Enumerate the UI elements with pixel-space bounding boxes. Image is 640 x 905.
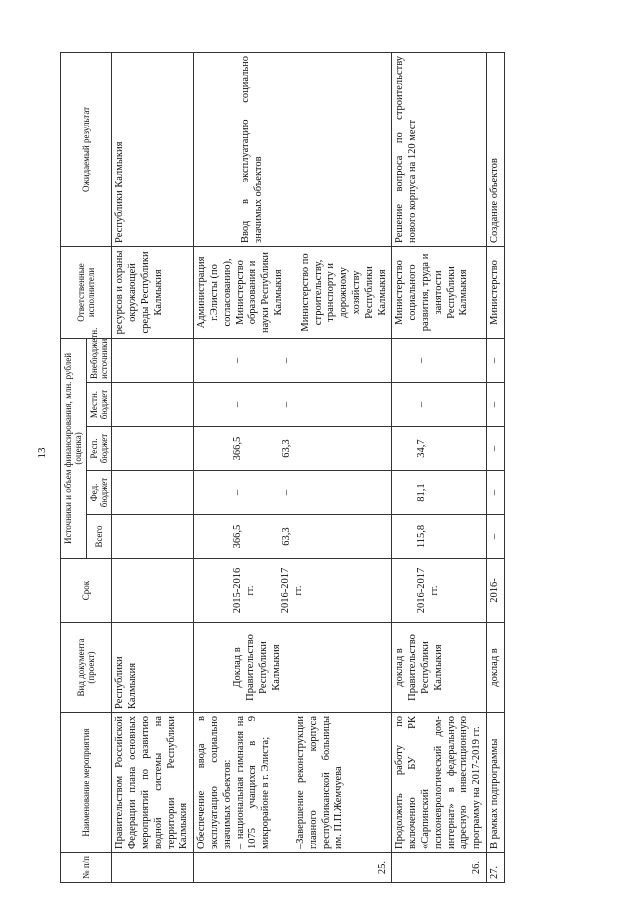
row25-doc: Доклад в Правительство Республики Калмыкия (232, 634, 282, 701)
row25-total-a: 366,5 (232, 524, 244, 549)
cell-total: – (486, 515, 504, 559)
header-result: Ожидаемый результат (61, 52, 112, 246)
header-local: Местн. бюджет (86, 383, 112, 427)
row25-name-b: –Завершение реконструкции главного корпуса республиканской больницы им. П.П.Жемчуева (294, 716, 345, 849)
cell-responsible (194, 246, 392, 338)
cell-extra (392, 338, 487, 382)
header-finance-group: Источники и объем финансирования, млн. рублей (оценка) (61, 338, 87, 558)
row26-fed: 81,1 (416, 483, 428, 502)
header-extra: Внебюджетн. источники (86, 338, 112, 382)
cell-num: 25. (194, 853, 392, 883)
page-number: 13 (36, 447, 48, 459)
cell-name: В рамках подпрограммы (486, 713, 504, 853)
cell-total (112, 515, 194, 559)
cell-num (112, 853, 194, 883)
cell-num: 26. (392, 853, 487, 883)
rotated-table-page (60, 53, 580, 883)
cell-responsible: Министерство социального развития, труда и занятости Республики Калмыкия (392, 246, 487, 338)
row26-local: – (416, 401, 428, 408)
cell-fed: – (486, 471, 504, 515)
row25-resp-b: Министерство по строительству, транспорту и дорожному хозяйству Республики Калмыкия (299, 253, 388, 332)
header-term: Срок (61, 559, 112, 623)
cell-extra (194, 338, 392, 382)
row25-rep-b: 63,3 (280, 439, 292, 458)
row25-term-a: 2015-2016 гг. (232, 567, 256, 614)
cell-doc (194, 623, 392, 713)
row26-term: 2016-2017 гг. (416, 567, 441, 614)
row25-extra-a: – (232, 357, 244, 364)
cell-num: 27. (486, 853, 504, 883)
row25-fed-b: – (280, 489, 292, 496)
cell-result: Республики Калмыкия (112, 52, 194, 246)
cell-responsible: ресурсов и охраны окружающей среды Республики Калмыкия (112, 246, 194, 338)
row25-term-b: 2016-2017 гг. (279, 567, 304, 614)
measures-table (60, 52, 505, 883)
cell-doc: Республики Калмыкия (112, 623, 194, 713)
table-row-27 (486, 52, 504, 882)
cell-local (194, 383, 392, 427)
cell-result: Создание объектов (486, 52, 504, 246)
header-row-1 (61, 52, 87, 882)
cell-rep (392, 427, 487, 471)
cell-term: 2016- (486, 559, 504, 623)
cell-fed (392, 471, 487, 515)
header-num: № п/п (61, 853, 112, 883)
cell-fed (112, 471, 194, 515)
header-total: Всего (86, 515, 112, 559)
table-row-continued (112, 52, 194, 882)
row26-extra: – (416, 357, 428, 364)
cell-local (392, 383, 487, 427)
row25-resp-a: Администрация г.Элисты (по согласованию), Министерство образования и науки Республики Калмыкия (196, 251, 284, 333)
header-name: Наименование мероприятия (61, 713, 112, 853)
cell-extra (112, 338, 194, 382)
cell-total (392, 515, 487, 559)
header-fed: Фед. бюджет (86, 471, 112, 515)
cell-name: Правительством Российской Федерации плана основных мероприятий по развитию водной системы на территории Республики Калмыкия (112, 713, 194, 853)
row25-total-b: 63,3 (280, 527, 292, 546)
cell-name (194, 713, 392, 853)
cell-responsible: Министерство (486, 246, 504, 338)
cell-term (112, 559, 194, 623)
row26-rep: 34,7 (416, 439, 428, 458)
cell-total (194, 515, 392, 559)
table-row-26 (392, 52, 487, 882)
header-rep: Респ. бюджет (86, 427, 112, 471)
cell-rep: – (486, 427, 504, 471)
row25-local-a: – (232, 401, 244, 408)
row25-fed-a: – (232, 489, 244, 496)
row25-result: Ввод в эксплуатацию социально значимых объектов (240, 55, 264, 243)
cell-result (194, 52, 392, 246)
row25-rep-a: 366,5 (232, 436, 244, 461)
cell-fed (194, 471, 392, 515)
row25-local-b: – (280, 401, 292, 408)
cell-doc: доклад в (486, 623, 504, 713)
cell-local: – (486, 383, 504, 427)
cell-result: Решение вопроса по строительству нового корпуса на 120 мест (392, 52, 487, 246)
header-doc-type: Вид документа (проект) (61, 623, 112, 713)
cell-doc: доклад в Правительство Республики Калмыкия (392, 623, 487, 713)
cell-rep (112, 427, 194, 471)
row25-name-a: – национальная гимназия на 1075 учащихся в 9 микрорайоне в г. Элиста; (234, 716, 272, 849)
row25-name-intro: Обеспечение ввода в эксплуатацию социально значимых объектов: (196, 716, 233, 849)
header-responsible: Ответственные исполнители (61, 246, 112, 338)
cell-name: Продолжить работу по включению БУ РК «Сарпинский психоневрологический дом-интернат» в федеральную адресную инвестиционную программу на 2017-2019 гг. (392, 713, 487, 853)
cell-local (112, 383, 194, 427)
row26-total: 115,8 (416, 524, 428, 549)
cell-term (392, 559, 487, 623)
cell-rep (194, 427, 392, 471)
table-row-25 (194, 52, 392, 882)
cell-extra: – (486, 338, 504, 382)
cell-term (194, 559, 392, 623)
row25-extra-b: – (280, 357, 292, 364)
